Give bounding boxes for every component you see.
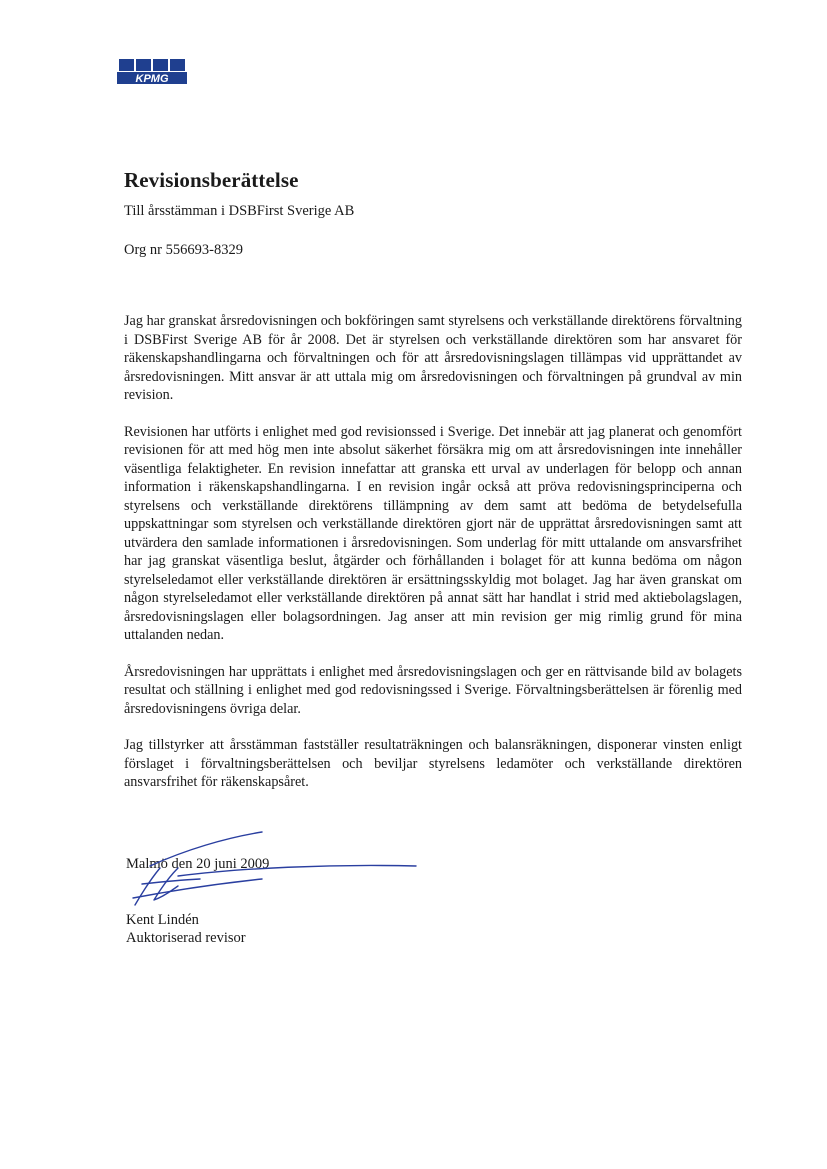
paragraph: Revisionen har utförts i enlighet med god revisionssed i Sverige. Det innebär att jag planerat och genomfört revisionen för att med hög men inte absolut säkerhet försäkra mig om att årsredovisningen inte innehåller väsentliga felaktigheter. En revision innefattar att granska ett urval av underlagen för belopp och annan information i räkenskapshandlingarna. I en revision ingår också att pröva redovisningsprinciperna och styrelsens och verkställande direktörens tillämpning av dem samt att bedöma de betydelsefulla uppskattningar som styrelsen och verkställande direktören gjort när de upprättat årsredovisningen samt att utvärdera den samlade informationen i årsredovisningen. Som underlag för mitt uttalande om ansvarsfrihet har jag granskat väsentliga beslut, åtgärder och förhållanden i bolaget för att kunna bedöma om någon styrelseledamot eller verkställande direktören är ersättningsskyldig mot bolaget. Jag har även granskat om någon styrelseledamot eller verkställande direktören på annat sätt har handlat i strid med aktiebolagslagen, årsredovisningslagen eller bolagsordningen. Jag anser att min revision ger mig rimlig grund för mina uttalanden nedan. [124,423,742,643]
paragraph: Jag har granskat årsredovisningen och bokföringen samt styrelsens och verkställande direktörens förvaltning i DSBFirst Sverige AB för år 2008. Det är styrelsen och verkställande direktören som har ansvaret för räkenskapshandlingarna och förvaltningen och för att årsredovisningslagen tillämpas vid upprättandet av årsredovisningen. Mitt ansvar är att uttala mig om årsredovisningen och förvaltningen på grundval av min revision. [124,313,742,403]
org-number: Org nr 556693-8329 [124,242,243,258]
kpmg-logo-text: KPMG [135,73,169,85]
signer-name: Kent Lindén [126,912,199,928]
paragraph: Jag tillstyrker att årsstämman fastställer resultaträkningen och balansräkningen, disponerar vinsten enligt förslaget i förvaltningsberättelsen och beviljar styrelsens ledamöter och verkställande direktören ansvarsfrihet för räkenskapsåret. [124,737,742,790]
document-subtitle: Till årsstämman i DSBFirst Sverige AB [124,203,355,219]
place-date: Malmö den 20 juni 2009 [126,856,270,872]
signer-title: Auktoriserad revisor [126,930,246,946]
paragraph: Årsredovisningen har upprättats i enlighet med årsredovisningslagen och ger en rättvisande bild av bolagets resultat och ställning i enlighet med god redovisningssed i Sverige. Förvaltningsberättelsen är förenlig med årsredovisningens övriga delar. [124,663,742,717]
document-title: Revisionsberättelse [124,168,299,192]
